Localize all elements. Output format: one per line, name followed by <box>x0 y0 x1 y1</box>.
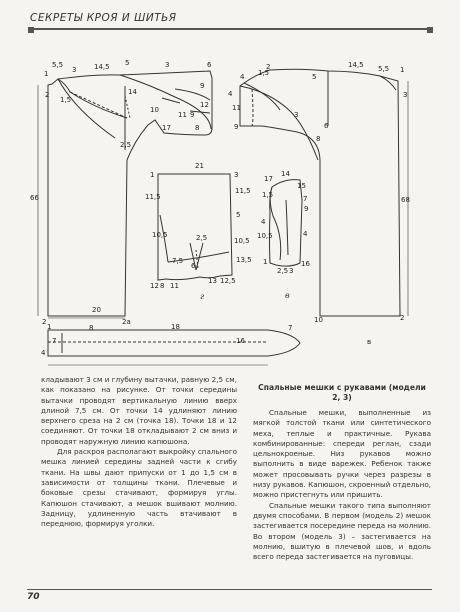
right-text-column <box>253 383 431 562</box>
svg-text:8: 8 <box>195 124 200 132</box>
svg-text:6: 6 <box>207 61 212 69</box>
svg-text:9: 9 <box>190 111 195 119</box>
svg-text:2,5: 2,5 <box>120 141 132 149</box>
svg-text:8: 8 <box>160 282 165 290</box>
svg-text:2: 2 <box>266 63 271 71</box>
left-text-column <box>41 375 237 529</box>
svg-text:2,5: 2,5 <box>196 234 208 242</box>
svg-text:8: 8 <box>316 135 321 143</box>
svg-text:11: 11 <box>232 104 241 112</box>
svg-text:1: 1 <box>150 171 155 179</box>
svg-text:1: 1 <box>263 258 268 266</box>
svg-text:5: 5 <box>312 73 317 81</box>
svg-text:18: 18 <box>171 323 180 331</box>
svg-text:11: 11 <box>170 282 179 290</box>
svg-text:13,5: 13,5 <box>236 256 252 264</box>
svg-text:16: 16 <box>236 337 245 345</box>
svg-text:9: 9 <box>304 205 309 213</box>
svg-text:11,5: 11,5 <box>235 187 251 195</box>
svg-text:4: 4 <box>261 218 266 226</box>
svg-text:8: 8 <box>89 324 94 332</box>
svg-text:21: 21 <box>195 162 204 170</box>
svg-text:7: 7 <box>52 337 57 345</box>
svg-text:4: 4 <box>41 349 46 357</box>
svg-text:1,5: 1,5 <box>262 191 274 199</box>
svg-text:11: 11 <box>178 111 187 119</box>
hood-outline <box>270 180 303 266</box>
svg-text:66: 66 <box>30 194 39 202</box>
svg-text:10,5: 10,5 <box>152 231 168 239</box>
svg-text:1,5: 1,5 <box>60 96 72 104</box>
svg-text:3: 3 <box>294 111 299 119</box>
left-sleeve-line <box>120 75 211 129</box>
svg-text:17: 17 <box>162 124 171 132</box>
svg-text:3: 3 <box>234 171 239 179</box>
svg-text:14,5: 14,5 <box>348 61 364 69</box>
svg-text:12: 12 <box>150 282 159 290</box>
svg-text:3: 3 <box>403 91 408 99</box>
svg-text:6: 6 <box>324 122 329 130</box>
page-number: 70 <box>27 592 40 602</box>
right-armhole-line <box>240 86 321 160</box>
figure-label-v: в <box>285 291 290 300</box>
svg-text:6: 6 <box>191 262 196 270</box>
right-paragraph-2: Спальные мешки такого типа выполняют двумя способами. В первом (модель 2) мешок застегивается посередине переда на молнию. Во втором (модель 3) – застегивается на молнию, вшитую в плечевой шов, и вдоль всего переда застегивается на пуговицы. <box>253 500 431 562</box>
svg-text:3: 3 <box>72 66 77 74</box>
bottom-strip-outline <box>48 330 300 356</box>
svg-text:2: 2 <box>45 91 50 99</box>
section-heading: Спальные мешки с рукавами (модели 2, 3) <box>258 383 426 402</box>
svg-text:12: 12 <box>200 101 209 109</box>
svg-text:5,5: 5,5 <box>378 65 390 73</box>
svg-text:7: 7 <box>303 195 308 203</box>
svg-text:5: 5 <box>236 211 241 219</box>
svg-text:7: 7 <box>288 324 293 332</box>
svg-text:14,5: 14,5 <box>94 63 110 71</box>
svg-text:5,5: 5,5 <box>52 61 64 69</box>
left-paragraph-1: кладывают 3 см и глубину вытачки, равную 2,5 см, как показано на рисунке. От точки середины вытачки проводят вертикальную линию вверх длиной 7,5 см. От точки 14 удлиняют линию верхнего среза на 2 см (точка 18). Точки 18 и 12 соединяют. От точки 18 откладывают 2 см вниз и проводят наружную линию капюшона. <box>41 375 237 446</box>
footer-rule <box>27 589 432 590</box>
svg-text:4: 4 <box>240 73 245 81</box>
figure-label-g: г <box>200 292 205 301</box>
svg-text:7,5: 7,5 <box>172 257 184 265</box>
running-header: СЕКРЕТЫ КРОЯ И ШИТЬЯ <box>30 12 177 24</box>
left-paragraph-2: Для раскроя располагают выкройку спального мешка линией середины задней части к сгибу ткани. На швы дают припуски от 1 до 1,5 см в зависимости от толщины ткани. Плечевые и боковые срезы стачивают, формируя углы. Капюшон стачивают, а мешок вшивают молнию. Задницу, удлиненную часть втачивают в переднюю, формируя уголки. <box>41 447 237 529</box>
svg-text:2,5: 2,5 <box>277 267 289 275</box>
right-paragraph-1: Спальные мешки, выполненные из мягкой толстой ткани или синтетического меха, теплые и практичные. Рукава комбинированные: спереди реглан, сзади цельнокроеные. Низ рукавов можно выполнить в виде варежек. Ребенок также может просовывать ручки через разрезы в низу рукавов. Капюшон, скроенный отдельно, можно пристегнуть или пришить. <box>253 408 431 500</box>
svg-text:1: 1 <box>47 323 52 331</box>
svg-text:14: 14 <box>281 170 290 178</box>
svg-text:4: 4 <box>303 230 308 238</box>
svg-text:3: 3 <box>289 267 294 275</box>
svg-text:14: 14 <box>128 88 137 96</box>
svg-text:15: 15 <box>297 182 306 190</box>
svg-text:20: 20 <box>92 306 101 314</box>
svg-text:11,5: 11,5 <box>145 193 161 201</box>
svg-text:16: 16 <box>301 260 310 268</box>
svg-text:1,5: 1,5 <box>258 69 270 77</box>
svg-text:9: 9 <box>200 82 205 90</box>
svg-text:13: 13 <box>208 277 217 285</box>
svg-text:10: 10 <box>150 106 159 114</box>
svg-text:в: в <box>367 338 372 346</box>
svg-text:68: 68 <box>401 196 410 204</box>
svg-text:17: 17 <box>264 175 273 183</box>
svg-text:10,5: 10,5 <box>234 237 250 245</box>
svg-text:2а: 2а <box>122 318 131 326</box>
svg-text:10,5: 10,5 <box>257 232 273 240</box>
svg-text:2: 2 <box>42 318 47 326</box>
svg-text:4: 4 <box>228 90 233 98</box>
svg-text:3: 3 <box>165 61 170 69</box>
svg-text:1: 1 <box>44 70 49 78</box>
svg-text:9: 9 <box>234 123 239 131</box>
svg-text:10: 10 <box>314 316 323 324</box>
svg-text:5: 5 <box>125 59 130 67</box>
svg-text:12,5: 12,5 <box>220 277 236 285</box>
svg-text:1: 1 <box>400 66 405 74</box>
svg-text:2: 2 <box>400 314 405 322</box>
